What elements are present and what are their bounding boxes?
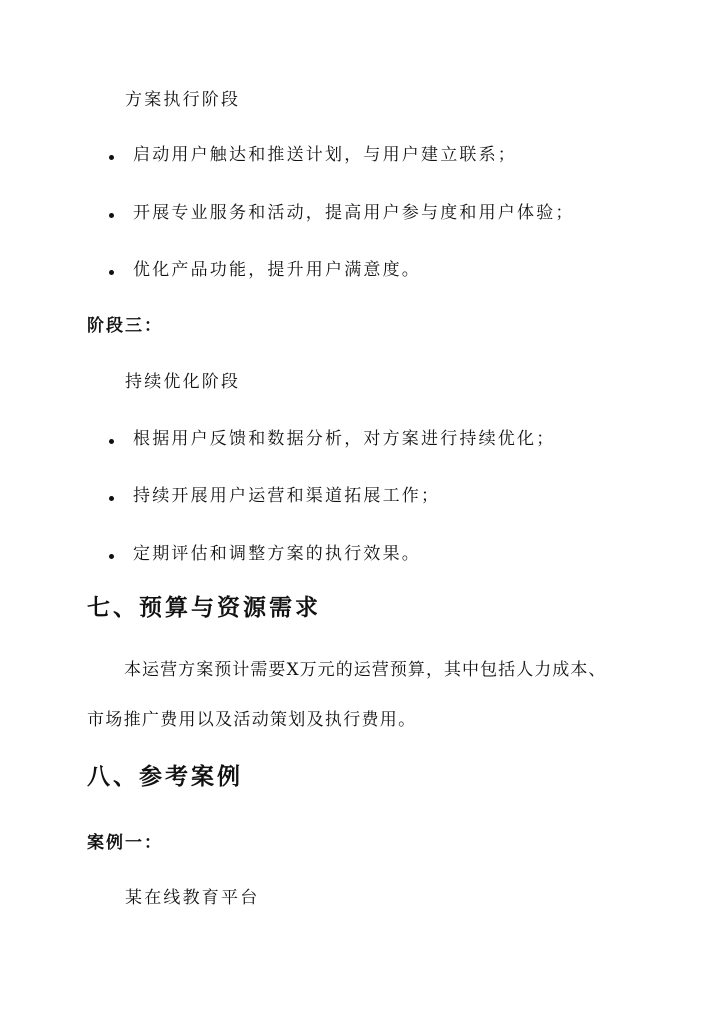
bullet-dot bbox=[109, 554, 114, 559]
bullet-dot bbox=[109, 213, 114, 218]
list-item: 优化产品功能，提升用户满意度。 bbox=[133, 260, 421, 280]
bullet-dot bbox=[109, 155, 114, 160]
list-item: 开展专业服务和活动，提高用户参与度和用户体验； bbox=[133, 203, 575, 223]
bullet-dot bbox=[109, 496, 114, 501]
phase-subtitle: 持续优化阶段 bbox=[125, 372, 241, 392]
phase-heading: 阶段三： bbox=[87, 316, 163, 336]
section-heading: 八、参考案例 bbox=[87, 763, 243, 790]
case-heading: 案例一： bbox=[87, 833, 163, 853]
list-item: 启动用户触达和推送计划，与用户建立联系； bbox=[133, 145, 517, 165]
list-item: 定期评估和调整方案的执行效果。 bbox=[133, 544, 421, 564]
section-heading: 七、预算与资源需求 bbox=[87, 594, 321, 621]
list-item: 根据用户反馈和数据分析，对方案进行持续优化； bbox=[133, 429, 556, 449]
phase-subtitle: 方案执行阶段 bbox=[125, 90, 241, 110]
paragraph-line: 本运营方案预计需要X万元的运营预算，其中包括人力成本、 bbox=[124, 660, 607, 680]
bullet-dot bbox=[109, 439, 114, 444]
bullet-dot bbox=[109, 270, 114, 275]
paragraph-line: 市场推广费用以及活动策划及执行费用。 bbox=[87, 710, 417, 730]
case-subtitle: 某在线教育平台 bbox=[125, 888, 260, 908]
list-item: 持续开展用户运营和渠道拓展工作； bbox=[133, 486, 441, 506]
